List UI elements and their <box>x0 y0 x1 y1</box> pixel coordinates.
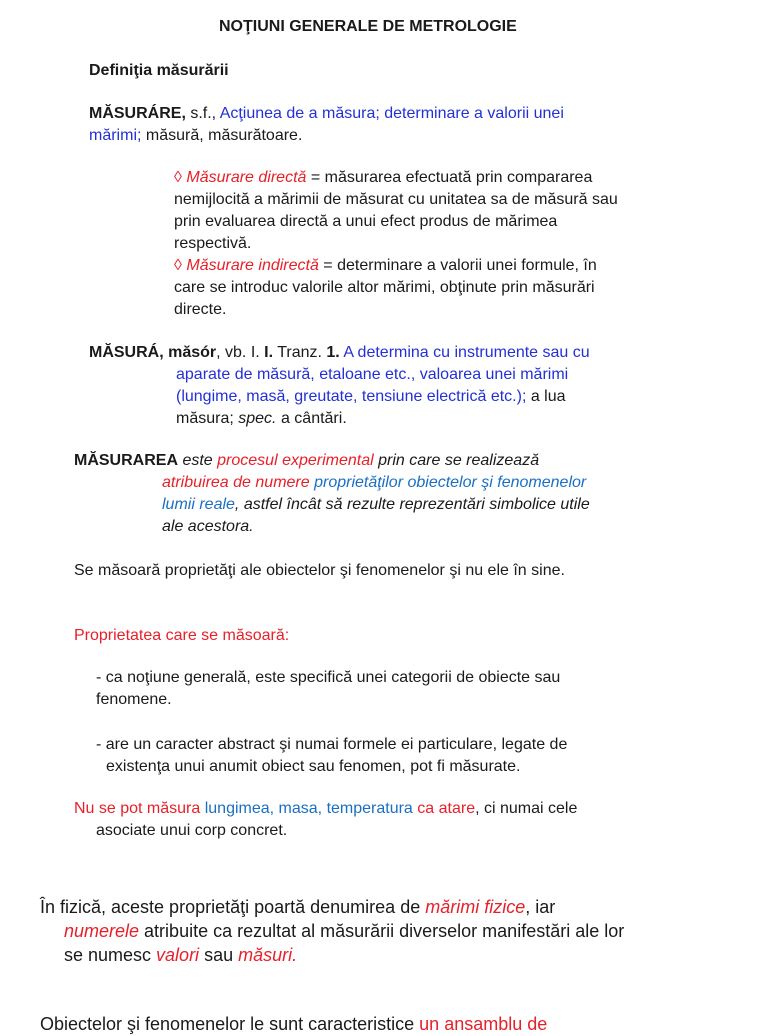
nu-se-rest: , ci numai cele <box>475 800 578 817</box>
bullet-1-line-1: - ca noţiune generală, este specifică unei categorii de obiecte sau <box>96 669 561 686</box>
nu-se-quantities: lungimea, masa, temperatura <box>200 800 413 817</box>
indirecta-text-2: care se introduc valorile altor mărimi, obţinute prin măsurări <box>174 279 595 296</box>
masurare-definition-cont: mărimi; <box>89 127 142 144</box>
masura-spec: spec. <box>238 410 277 427</box>
indirecta-label: Măsurare indirectă <box>186 257 319 274</box>
directa-text-4: respectivă. <box>174 235 252 252</box>
nu-se-red-2: ca atare <box>412 800 476 817</box>
fizica-masuri: măsuri. <box>238 945 298 965</box>
bullet-2-line-1: - are un caracter abstract şi numai formele ei particulare, legate de <box>96 736 568 753</box>
masura-roman-numeral: I. <box>264 344 274 361</box>
masura-definition-2: aparate de măsură, etaloane etc., valoarea unei mărimi <box>176 366 569 383</box>
definition-heading: Definiţia măsurării <box>89 62 229 79</box>
fizica-marimi: mărimi fizice <box>425 897 526 917</box>
masura-tranz: Tranz. <box>273 344 327 361</box>
masura-definition-1: A determina cu instrumente sau cu <box>339 344 590 361</box>
masura-definition-3: (lungime, masă, greutate, tensiune electrică etc.); <box>176 388 527 405</box>
directa-text-1: = măsurarea efectuată prin compararea <box>306 169 593 186</box>
indirecta-text-1: = determinare a valorii unei formule, în <box>318 257 597 274</box>
masurare-definition: Acţiunea de a măsura; determinare a valorii unei <box>219 105 564 122</box>
bullet-1-line-2: fenomene. <box>96 691 172 708</box>
masurarea-lumii: lumii reale <box>162 496 235 513</box>
indirecta-text-3: directe. <box>174 301 227 318</box>
page-title: NOŢIUNI GENERALE DE METROLOGIE <box>219 18 517 35</box>
masura-term: MĂSURÁ, măsór <box>89 344 217 361</box>
masura-vb: , vb. I. <box>216 344 265 361</box>
fizica-numerele: numerele <box>64 921 140 941</box>
diamond-icon: ◊ <box>174 257 187 274</box>
masurarea-prin: prin care se realizează <box>373 452 540 469</box>
fizica-b: , iar <box>525 897 556 917</box>
fizica-valori: valori <box>156 945 200 965</box>
masurare-sf: s.f., <box>185 105 220 122</box>
masurarea-astfel: , astfel încât să rezulte reprezentări simbolice utile <box>234 496 590 513</box>
bullet-2-line-2: existenţa unui anumit obiect sau fenomen, pot fi măsurate. <box>106 758 521 775</box>
directa-label: Măsurare directă <box>186 169 307 186</box>
masura-definition-4a: măsura; <box>176 410 239 427</box>
fizica-a: În fizică, aceste proprietăţi poartă denumirea de <box>40 897 426 917</box>
masurarea-ale: ale acestora. <box>162 518 254 535</box>
directa-text-3: prin evaluarea directă a unui efect produs de mărimea <box>174 213 558 230</box>
proprietate-heading: Proprietatea care se măsoară: <box>74 627 290 644</box>
masurarea-proprietati: proprietăţilor obiectelor şi fenomenelor <box>309 474 587 491</box>
masurare-term: MĂSURÁRE, <box>89 105 186 122</box>
last-b: un ansamblu de <box>419 1014 548 1034</box>
masurarea-proces: procesul experimental <box>217 452 374 469</box>
fizica-d: se numesc <box>64 945 157 965</box>
masura-definition-4b: a cântări. <box>276 410 347 427</box>
masura-sense-number: 1. <box>326 344 340 361</box>
masura-definition-3-end: a lua <box>526 388 566 405</box>
nu-se-line-2: asociate unui corp concret. <box>96 822 288 839</box>
se-masoara-sentence: Se măsoară proprietăţi ale obiectelor şi fenomenelor şi nu ele în sine. <box>74 562 565 579</box>
fizica-sau: sau <box>199 945 239 965</box>
last-line-partial <box>40 1012 547 1036</box>
masurare-synonyms: măsură, măsurătoare. <box>141 127 303 144</box>
last-a: Obiectelor şi fenomenelor le sunt caracteristice <box>40 1014 420 1034</box>
masurarea-atribuire: atribuirea de numere <box>162 474 310 491</box>
masurarea-este: este <box>178 452 218 469</box>
masurarea-term: MĂSURAREA <box>74 452 178 469</box>
nu-se-red-1: Nu se pot măsura <box>74 800 201 817</box>
directa-text-2: nemijlocită a mărimii de măsurat cu unitatea sa de măsură sau <box>174 191 618 208</box>
fizica-c: atribuite ca rezultat al măsurării diverselor manifestări ale lor <box>139 921 625 941</box>
diamond-icon: ◊ <box>174 169 187 186</box>
